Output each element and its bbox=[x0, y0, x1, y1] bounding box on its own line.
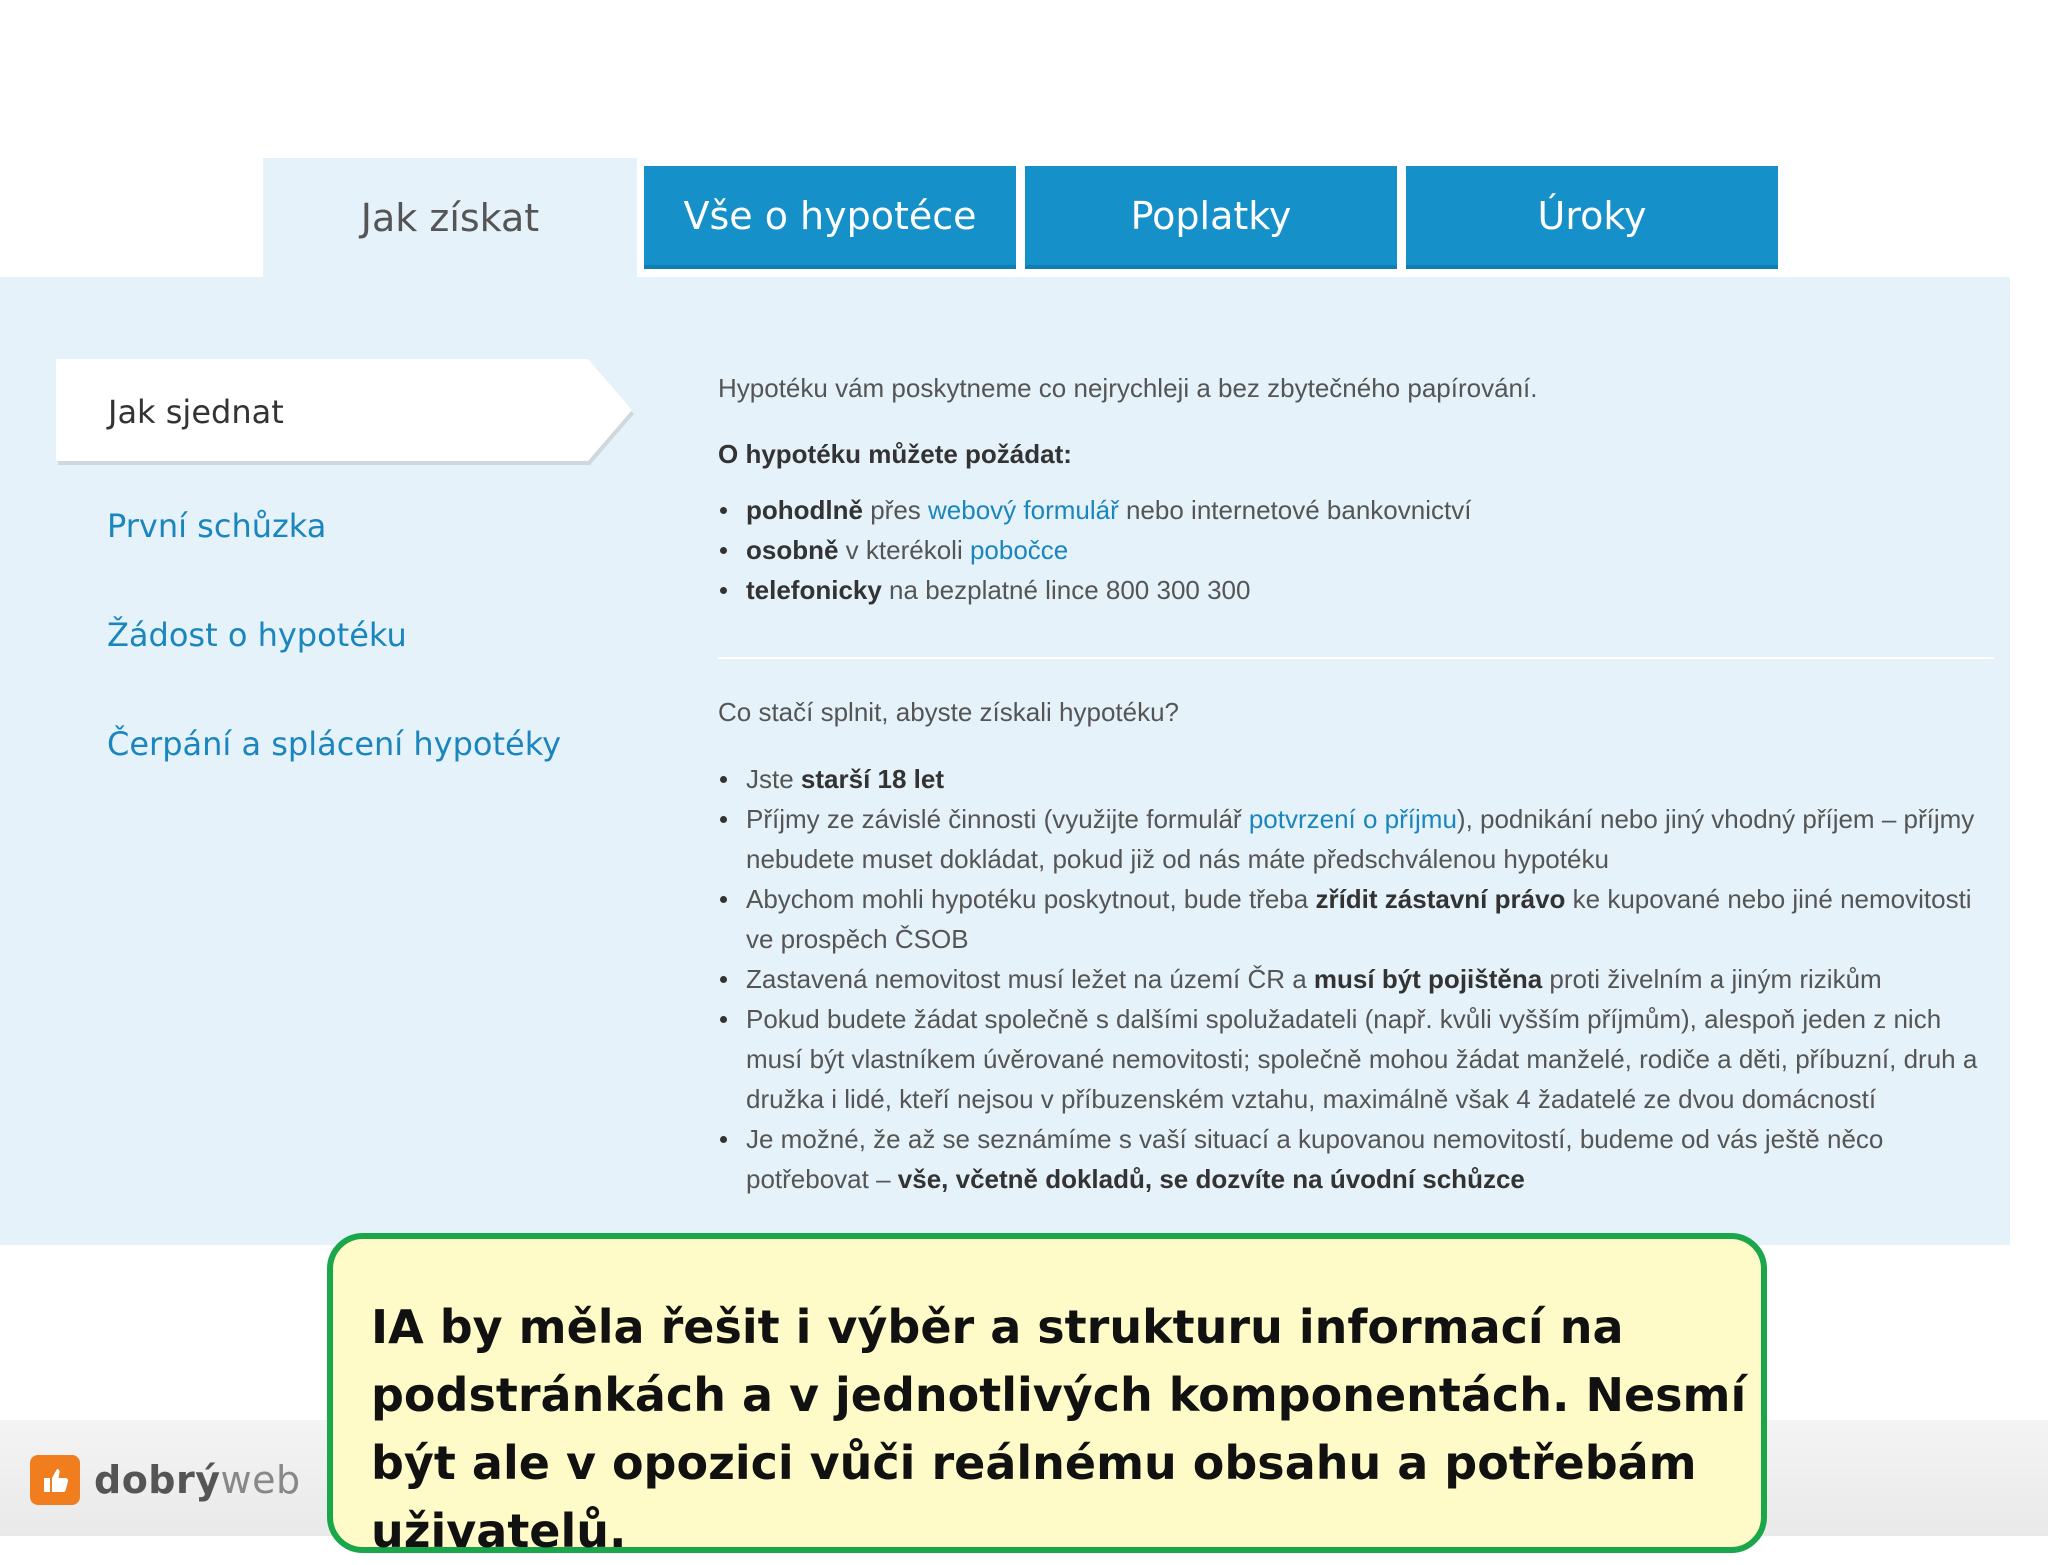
list-item-text: Pokud budete žádat společně s dalšími spolužadateli (např. kvůli vyšším příjmům), alespoň jeden z nich musí být vlastníkem úvěrované nemovitosti; společně mohou žádat manželé, rodiče a děti, příbuzní, druh a družka i lidé, kteří nejsou v příbuzenském vztahu, maximálně však 4 žadatelé ze dvou domácností bbox=[746, 1004, 1978, 1114]
sidebar-item-zadost-o-hypoteku[interactable]: Žádost o hypotéku bbox=[107, 616, 407, 654]
section-divider bbox=[718, 657, 1994, 659]
list-item-bold: starší 18 let bbox=[800, 764, 945, 794]
sidebar-item-cerpani-a-splaceni[interactable]: Čerpání a splácení hypotéky bbox=[107, 725, 562, 763]
list-item bbox=[718, 879, 1984, 959]
brand-logo bbox=[30, 1454, 301, 1506]
potvrzeni-o-prijmu-link[interactable]: potvrzení o příjmu bbox=[1248, 804, 1457, 834]
list-item-bold: pohodlně bbox=[746, 495, 863, 525]
requirements-heading: Co stačí splnit, abyste získali hypotéku? bbox=[718, 697, 1180, 727]
list-item-text: Jste bbox=[746, 764, 801, 794]
list-item-bold: vše, včetně dokladů, se dozvíte na úvodní schůzce bbox=[897, 1164, 1525, 1194]
list-item-text: Příjmy ze závislé činnosti (využijte formulář bbox=[746, 804, 1249, 834]
tab-jak-ziskat[interactable]: Jak získat bbox=[263, 158, 637, 278]
sidebar-item-jak-sjednat[interactable] bbox=[56, 359, 634, 465]
pobocce-link[interactable]: pobočce bbox=[969, 535, 1069, 565]
logo-text-part1: dobrý bbox=[94, 1458, 221, 1502]
callout-box bbox=[327, 1233, 1767, 1558]
list-item-text: na bezplatné lince 800 300 300 bbox=[881, 575, 1251, 605]
webovy-formular-link[interactable]: webový formulář bbox=[928, 495, 1119, 525]
list-item-bold: zřídit zástavní právo bbox=[1315, 884, 1566, 914]
list-item-text: v kterékoli bbox=[838, 535, 970, 565]
list-item-bold: telefonicky bbox=[746, 575, 882, 605]
list-item-text: ke kupované nebo jiné nemovitosti ve prospěch ČSOB bbox=[746, 884, 1972, 954]
content-panel bbox=[0, 277, 2010, 1245]
list-item bbox=[718, 959, 1984, 999]
list-item-bold: osobně bbox=[746, 535, 839, 565]
list-item bbox=[718, 1119, 1984, 1199]
list-item-text: Je možné, že až se seznámíme s vaší situací a kupovanou nemovitostí, budeme od vás ještě něco potřebovat – bbox=[746, 1124, 1884, 1194]
callout-text: IA by měla řešit i výběr a strukturu informací na podstránkách a v jednotlivých komponentách. Nesmí být ale v opozici vůči reálnému obsahu a potřebám uživatelů. bbox=[371, 1300, 1747, 1558]
list-item bbox=[718, 530, 1978, 570]
tab-vse-o-hypotece[interactable]: Vše o hypotéce bbox=[644, 166, 1016, 269]
list-item bbox=[718, 570, 1978, 610]
list-item bbox=[718, 490, 1978, 530]
list-item bbox=[718, 799, 1984, 879]
list-item-text: Abychom mohli hypotéku poskytnout, bude třeba bbox=[746, 884, 1316, 914]
sidebar-item-prvni-schuzka[interactable]: První schůzka bbox=[107, 507, 327, 545]
list-item-bold: musí být pojištěna bbox=[1313, 964, 1543, 994]
list-item bbox=[718, 999, 1984, 1119]
list-item-text: přes bbox=[862, 495, 929, 525]
apply-list bbox=[718, 490, 1978, 610]
list-item-text: proti živelním a jiným rizikům bbox=[1542, 964, 1882, 994]
logo-text-part2: web bbox=[220, 1458, 301, 1502]
tab-uroky[interactable]: Úroky bbox=[1406, 166, 1778, 269]
list-item-text: Zastavená nemovitost musí ležet na území ČR a bbox=[746, 964, 1314, 994]
apply-heading: O hypotéku můžete požádat: bbox=[718, 439, 1072, 469]
requirements-list bbox=[718, 759, 1984, 1199]
thumbs-up-icon bbox=[30, 1455, 80, 1505]
list-item bbox=[718, 759, 1984, 799]
list-item-text: ), podnikání nebo jiný vhodný příjem – příjmy nebudete muset dokládat, pokud již od nás máte předschválenou hypotéku bbox=[746, 804, 1975, 874]
intro-text: Hypotéku vám poskytneme co nejrychleji a bez zbytečného papírování. bbox=[718, 373, 1538, 403]
logo-text bbox=[94, 1458, 301, 1502]
list-item-text: nebo internetové bankovnictví bbox=[1118, 495, 1472, 525]
sidebar-item-label: Jak sjednat bbox=[108, 393, 284, 431]
tab-poplatky[interactable]: Poplatky bbox=[1025, 166, 1397, 269]
